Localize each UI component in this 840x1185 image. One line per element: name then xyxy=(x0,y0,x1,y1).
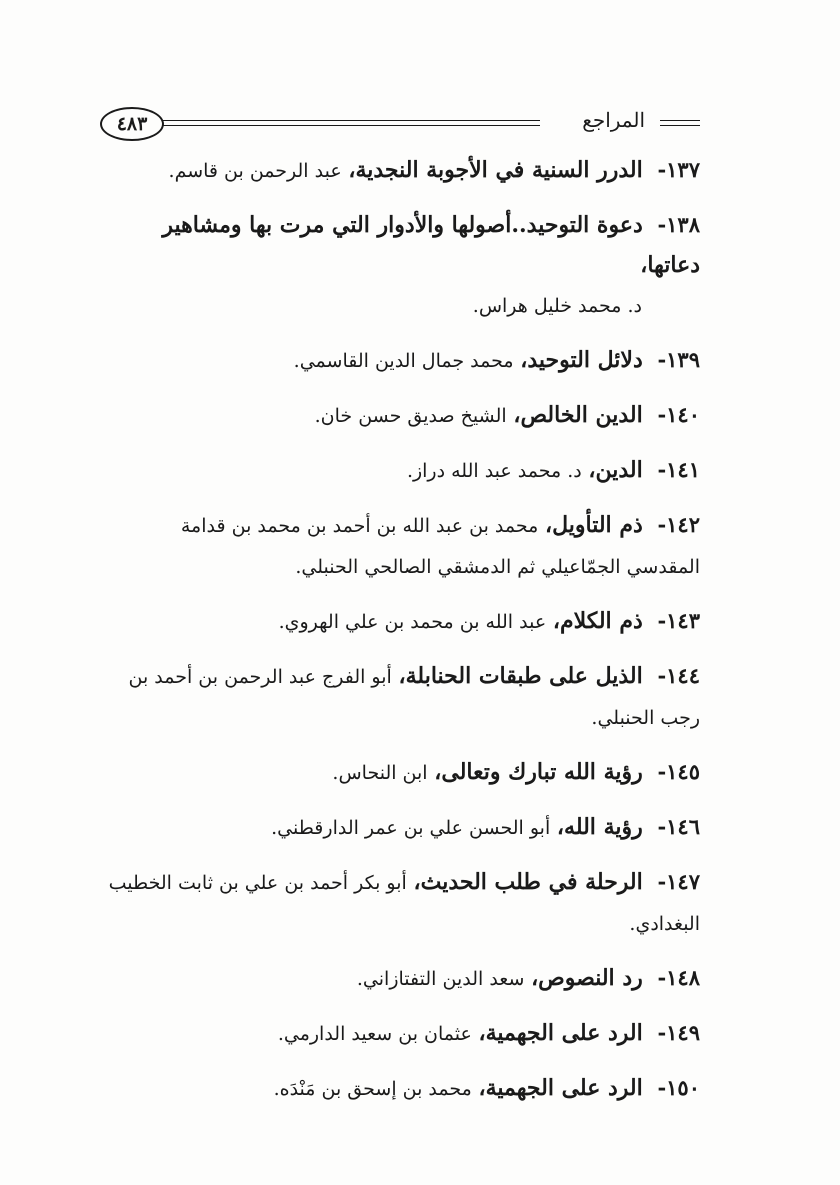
reference-entry: ١٤٩- الرد على الجهمية، عثمان بن سعيد الدارمي. xyxy=(277,1020,700,1046)
entry-author: ابن النحاس. xyxy=(332,762,428,784)
entry-author: محمد بن عبد الله بن أحمد بن محمد بن قدامة المقدسي الجمّاعيلي ثم الدمشقي الصالحي الحنبلي. xyxy=(180,515,700,578)
header-rule xyxy=(660,125,700,126)
reference-entry: ١٤٥- رؤية الله تبارك وتعالى، ابن النحاس. xyxy=(332,759,700,785)
reference-entry: ١٣٩- دلائل التوحيد، محمد جمال الدين القاسمي. xyxy=(293,347,700,373)
entry-author: د. محمد عبد الله دراز. xyxy=(406,460,582,482)
reference-entry: ١٥٠- الرد على الجهمية، محمد بن إسحق بن مَنْدَه. xyxy=(273,1075,700,1101)
page-header xyxy=(100,104,700,144)
entry-title: رؤية الله تبارك وتعالى، xyxy=(434,759,643,785)
entry-author: محمد بن إسحق بن مَنْدَه. xyxy=(273,1078,472,1100)
reference-entry: ١٤٤- الذيل على طبقات الحنابلة، أبو الفرج عبد الرحمن بن أحمد بن رجب الحنبلي. xyxy=(128,663,700,729)
entry-title: دلائل التوحيد، xyxy=(520,347,643,373)
entry-title: الذيل على طبقات الحنابلة، xyxy=(398,663,643,689)
entry-number: ١٥٠ xyxy=(666,1075,700,1100)
entry-title: ذم التأويل، xyxy=(545,512,643,538)
entry-title: رد النصوص، xyxy=(531,965,643,991)
entry-number: ١٤٣ xyxy=(666,608,700,633)
entry-author: عبد الله بن محمد بن علي الهروي. xyxy=(278,611,547,633)
entry-number: ١٤٤ xyxy=(666,663,700,688)
page-number xyxy=(100,107,164,141)
entry-author: سعد الدين التفتازاني. xyxy=(356,968,525,990)
entry-author: عثمان بن سعيد الدارمي. xyxy=(277,1023,472,1045)
entry-title: رؤية الله، xyxy=(556,814,643,840)
references-list xyxy=(108,150,700,1123)
reference-entry: ١٤٢- ذم التأويل، محمد بن عبد الله بن أحمد بن محمد بن قدامة المقدسي الجمّاعيلي ثم الدمشقي الصالحي الحنبلي. xyxy=(180,512,700,578)
entry-number: ١٤٠ xyxy=(666,402,700,427)
entry-title: الدين الخالص، xyxy=(513,402,643,428)
reference-entry: ١٤٦- رؤية الله، أبو الحسن علي بن عمر الدارقطني. xyxy=(271,814,700,840)
entry-number: ١٤٢ xyxy=(666,512,700,537)
entry-title: ذم الكلام، xyxy=(552,608,643,634)
entry-number: ١٤٩ xyxy=(666,1020,700,1045)
reference-entry: ١٣٧- الدرر السنية في الأجوبة النجدية، عبد الرحمن بن قاسم. xyxy=(168,157,700,183)
entry-number: ١٤٥ xyxy=(666,759,700,784)
entry-number: ١٣٩ xyxy=(666,347,700,372)
header-rule xyxy=(660,120,700,121)
entry-number: ١٤٨ xyxy=(666,965,700,990)
entry-title: الرد على الجهمية، xyxy=(478,1020,643,1046)
entry-title: الرد على الجهمية، xyxy=(478,1075,643,1101)
reference-entry: ١٤١- الدين، د. محمد عبد الله دراز. xyxy=(406,457,700,483)
entry-author: أبو الحسن علي بن عمر الدارقطني. xyxy=(271,817,551,839)
entry-author: عبد الرحمن بن قاسم. xyxy=(168,160,342,182)
reference-entry: ١٤٧- الرحلة في طلب الحديث، أبو بكر أحمد بن علي بن ثابت الخطيب البغدادي. xyxy=(108,869,700,935)
entry-number: ١٣٧ xyxy=(666,157,700,182)
reference-entry: ١٣٨- دعوة التوحيد..أصولها والأدوار التي مرت بها ومشاهير دعاتها، د. محمد خليل هراس. xyxy=(162,212,700,317)
entry-author: د. محمد خليل هراس. xyxy=(472,295,642,317)
reference-entry: ١٤٣- ذم الكلام، عبد الله بن محمد بن علي الهروي. xyxy=(278,608,700,634)
entry-author: الشيخ صديق حسن خان. xyxy=(314,405,507,427)
entry-number: ١٤٦ xyxy=(666,814,700,839)
entry-number: ١٤٧ xyxy=(666,869,700,894)
page-number-text: ٤٨٣ xyxy=(116,113,148,135)
entry-author: أبو بكر أحمد بن علي بن ثابت الخطيب البغدادي. xyxy=(108,872,700,935)
entry-author: أبو الفرج عبد الرحمن بن أحمد بن رجب الحنبلي. xyxy=(128,666,700,729)
entry-title: الدرر السنية في الأجوبة النجدية، xyxy=(348,157,643,183)
header-rule xyxy=(162,120,540,121)
header-rule xyxy=(162,125,540,126)
entry-number: ١٤١ xyxy=(666,457,700,482)
reference-entry: ١٤٠- الدين الخالص، الشيخ صديق حسن خان. xyxy=(314,402,700,428)
section-title: المراجع xyxy=(582,108,645,132)
reference-entry: ١٤٨- رد النصوص، سعد الدين التفتازاني. xyxy=(356,965,700,991)
entry-title: الرحلة في طلب الحديث، xyxy=(413,869,643,895)
entry-title: دعوة التوحيد..أصولها والأدوار التي مرت بها ومشاهير دعاتها، xyxy=(162,212,700,278)
entry-number: ١٣٨ xyxy=(666,212,700,237)
entry-title: الدين، xyxy=(588,457,643,483)
entry-author: محمد جمال الدين القاسمي. xyxy=(293,350,514,372)
